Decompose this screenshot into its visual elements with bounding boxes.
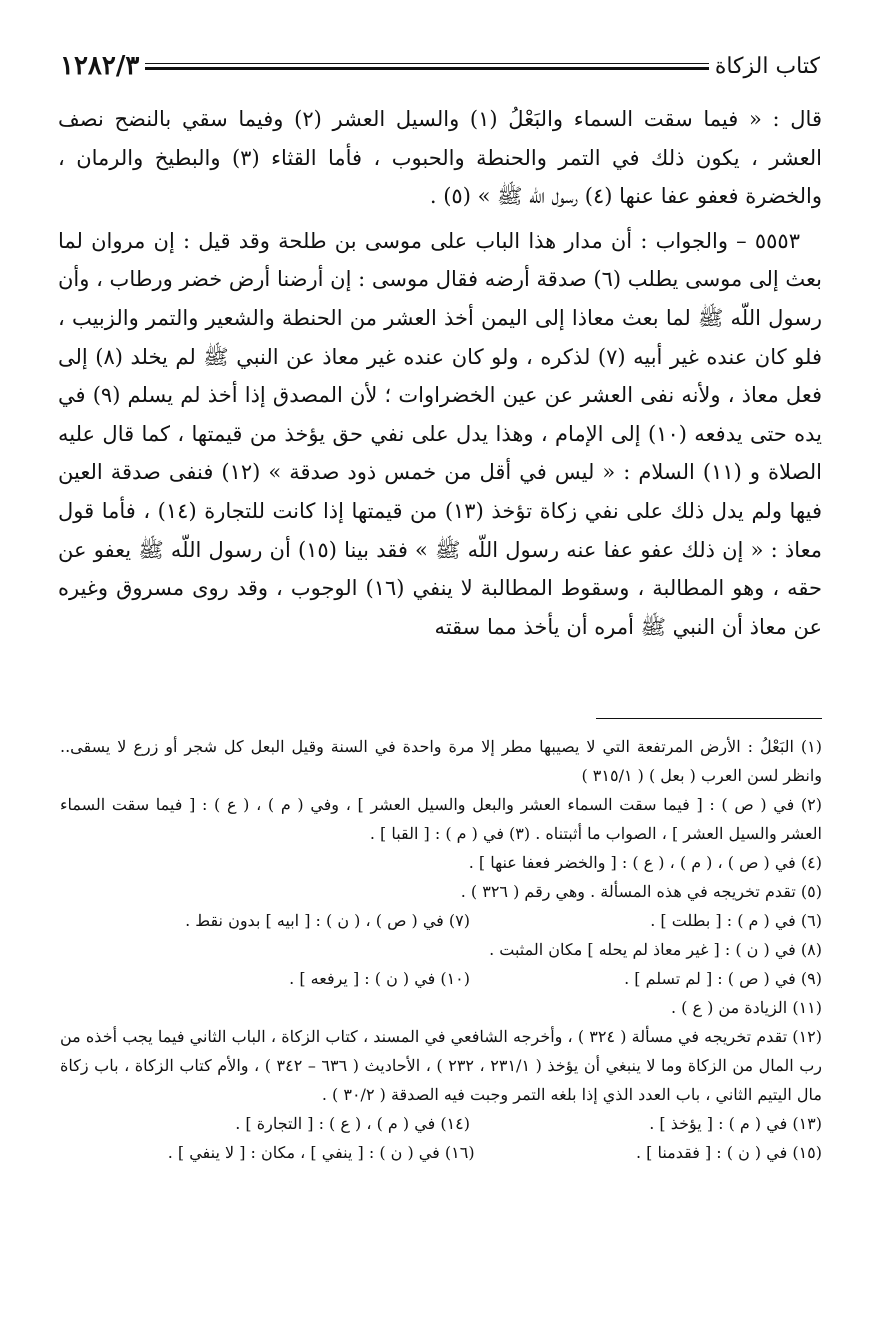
page-header: [60, 46, 820, 86]
footnote-14: (١٤) في ( م ) ، ( ع ) : [ التجارة ] .: [235, 1114, 470, 1133]
footnote-2-3: (٢) في ( ص ) : [ فيما سقت السماء العشر والبعل والسيل العشر ] ، وفي ( م ) ، ( ع ) : [ فيما سقت السماء العشر والسيل العشر ] ، الصواب ما أثبتناه . (٣) في ( م ) : [ القبا ] .: [60, 795, 822, 843]
footnote-15: (١٥) في ( ن ) : [ فقدمنا ] .: [635, 1143, 822, 1162]
footnote-4: (٤) في ( ص ) ، ( م ) ، ( ع ) : [ والخضر فعفا عنها ] .: [468, 853, 822, 872]
page-number: ١٢٨٢/٣: [60, 51, 140, 81]
footnote-13: (١٣) في ( م ) : [ يؤخذ ] .: [649, 1114, 822, 1133]
book-title: كتاب الزكاة: [714, 53, 820, 79]
footnote-12: (١٢) تقدم تخريجه في مسألة ( ٣٢٤ ) ، وأخرجه الشافعي في المسند ، كتاب الزكاة ، الباب الثاني فيما يجب أخذه من رب المال من الزكاة وما لا ينبغي أن يؤخذ ( ٢٣١/١ ، ٢٣٢ ) ، الأحاديث ( ٦٣٦ – ٣٤٢ ) ، والأم كتاب الزكاة ، باب زكاة مال اليتيم الثاني ، باب العدد الذي إذا بلغه التمر وجبت فيه الصدقة ( ٣٠/٢ ) .: [60, 1027, 823, 1104]
footnote-6: (٦) في ( م ) : [ بطلت ] .: [650, 911, 822, 930]
footnote-5: (٥) تقدم تخريجه في هذه المسألة . وهي رقم ( ٣٢٦ ) .: [460, 882, 822, 901]
footnote-9: (٩) في ( ص ) : [ لم تسلم ] .: [624, 969, 822, 988]
footnote-row-13-14: [60, 1109, 822, 1138]
footnote-10: (١٠) في ( ن ) : [ يرفعه ] .: [289, 969, 470, 988]
paragraph-1: قال : « فيما سقت السماء والبَعْلُ (١) والسيل العشر (٢) وفيما سقي بالنضح نصف العشر ، يكون ذلك في التمر والحنطة والحبوب ، فأما القثاء (٣) والبطيخ والرمان ، والخضرة فعفو عفا عنها (٤) رسول اللّه ﷺ » (٥) .: [58, 107, 822, 209]
footnotes: [60, 732, 822, 1167]
footnote-8: (٨) في ( ن ) : [ غير معاذ لم يحله ] مكان المثبت .: [489, 940, 822, 959]
footnote-16: (١٦) في ( ن ) : [ ينفي ] ، مكان : [ لا ينفي ] .: [167, 1143, 475, 1162]
footnote-row-15-16: [60, 1138, 822, 1167]
footnote-separator: [596, 718, 822, 719]
footnote-row-6-7: [60, 906, 822, 935]
paragraph-2: ٥٥٥٣ – والجواب : أن مدار هذا الباب على موسى بن طلحة وقد قيل : إن مروان لما بعث إلى موسى يطلب (٦) صدقة أرضه فقال موسى : إن أرضنا أرض خضر ورطاب ، وأن رسول اللّه ﷺ لما بعث معاذا إلى اليمن أخذ العشر من الحنطة والشعير والتمر والزبيب ، فلو كان عنده غير أبيه (٧) لذكره ، ولو كان عنده غير معاذ عن النبي ﷺ لم يخلد (٨) إلى فعل معاذ ، ولأنه نفى العشر عن عين الخضراوات ؛ لأن المصدق إذا أخذ لم يسلم (٩) في يده حتى يدفعه (١٠) إلى الإمام ، وهذا يدل على نفي حق يؤخذ من قيمتها ، كما قال عليه الصلاة و (١١) السلام : « ليس في أقل من خمس ذود صدقة » (١٢) فنفى صدقة العين فيها ولم يدل ذلك على نفي زكاة تؤخذ (١٣) من قيمتها إذا كانت للتجارة (١٤) ، فأما قول معاذ : « إن ذلك عفو عفا عنه رسول اللّه ﷺ » فقد بينا (١٥) أن رسول اللّه ﷺ يعفو عن حقه ، وهو المطالبة ، وسقوط المطالبة لا ينفي (١٦) الوجوب ، وقد روى مسروق وغيره عن معاذ أن النبي ﷺ أمره أن يأخذ مما سقته: [58, 228, 822, 639]
footnote-7: (٧) في ( ص ) ، ( ن ) : [ ابيه ] بدون نقط .: [185, 911, 470, 930]
header-rule: [145, 63, 708, 70]
footnote-row-9-10: [60, 964, 822, 993]
footnote-1: (١) البَعْلُ : الأرض المرتفعة التي لا يصيبها مطر إلا مرة واحدة في السنة وقيل البعل كل شجر أو زرع لا يسقى.. وانظر لسن العرب ( بعل ) ( ٣١٥/١ ): [60, 737, 822, 785]
main-text: [58, 100, 822, 646]
footnote-11: (١١) الزيادة من ( ع ) .: [670, 998, 822, 1017]
